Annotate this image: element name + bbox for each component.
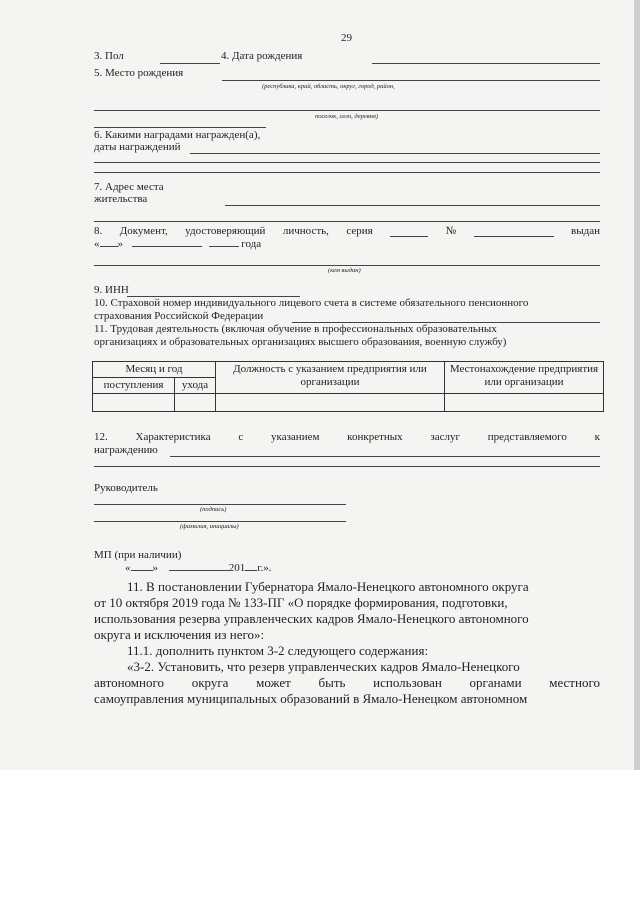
page-number: 29 [341, 32, 352, 44]
p32-word: использован [373, 675, 442, 690]
awards-label-2: даты награждений [94, 141, 181, 153]
characteristic-line-2[interactable] [94, 466, 600, 467]
sign-date-row [125, 562, 272, 574]
p32-word: автономного [94, 675, 164, 690]
date-year: 201 [228, 562, 246, 574]
address-line-2[interactable] [94, 221, 600, 222]
header-position: Должность с указанием предприятия или организации [215, 362, 444, 394]
year-line[interactable] [209, 246, 239, 247]
characteristic-word: Характеристика [135, 431, 211, 443]
month-line[interactable] [132, 246, 202, 247]
year-label: года [241, 238, 262, 250]
p32-word: органами [469, 675, 522, 690]
quote-open: « [94, 238, 100, 250]
quote-close: » [117, 238, 123, 250]
work-label-1: 11. Трудовая деятельность (включая обучение в профессиональных образовательных [94, 323, 497, 335]
awards-line-1[interactable] [190, 153, 600, 154]
birth-place-line-3[interactable] [94, 127, 266, 128]
characteristic-label-2: награждению [94, 444, 158, 456]
p11-line-4: округа и исключения из него»: [94, 627, 265, 642]
characteristic-word: к [594, 431, 600, 443]
awards-line-3[interactable] [94, 172, 600, 173]
issued-by-line[interactable] [94, 265, 600, 266]
characteristic-line-1[interactable] [170, 456, 600, 457]
p32-word: может [256, 675, 291, 690]
awards-line-2[interactable] [94, 162, 600, 163]
date-quote-open: « [125, 562, 131, 574]
head-label: Руководитель [94, 482, 158, 494]
awards-label-1: 6. Какими наградами награжден(а), [94, 129, 261, 141]
birth-place-line-2[interactable] [94, 110, 600, 111]
document-word: № [445, 225, 457, 237]
date-quote-close: » [152, 562, 158, 574]
cell-end[interactable] [175, 394, 216, 412]
document-word: выдан [571, 225, 600, 237]
inn-label: 9. ИНН [94, 284, 129, 296]
characteristic-word: с [238, 431, 244, 443]
p11-line-3: использования резерва управленческих кадров Ямало-Ненецкого автономного [94, 611, 529, 626]
birth-date-line[interactable] [372, 63, 600, 64]
document-word: Документ, [119, 225, 168, 237]
date-suffix: г.». [257, 562, 272, 574]
gender-label: 3. Пол [94, 50, 124, 62]
name-line[interactable] [94, 521, 346, 522]
characteristic-word: представляемого [487, 431, 567, 443]
series-line[interactable] [390, 225, 428, 237]
header-month-year: Месяц и год [93, 362, 216, 378]
characteristic-word: конкретных [347, 431, 403, 443]
p11-line-2: от 10 октября 2019 года № 133-ПГ «О порядке формирования, подготовки, [94, 595, 508, 610]
document-word: удостоверяющий [185, 225, 266, 237]
address-label-1: 7. Адрес места [94, 181, 164, 193]
document-date-row [94, 238, 261, 250]
p32-word: округа [191, 675, 229, 690]
name-hint: (фамилия, инициалы) [180, 523, 239, 530]
signature-line[interactable] [94, 504, 346, 505]
p32-line-2 [94, 675, 600, 691]
cell-start[interactable] [93, 394, 175, 412]
address-line-1[interactable] [225, 205, 600, 206]
birth-place-hint-2: поселок, село, деревня) [315, 113, 379, 120]
address-label-2: жительства [94, 193, 148, 205]
birth-place-line[interactable] [222, 80, 600, 81]
sign-month-line[interactable] [169, 570, 229, 571]
gender-line[interactable] [160, 63, 220, 64]
snils-label-2: страхования Российской Федерации [94, 310, 264, 322]
document-word: 8. [94, 225, 103, 237]
header-location: Местонахождение предприятия или организации [444, 362, 603, 394]
birth-place-hint-1: (республика, край, область, округ, город, район, [262, 83, 395, 90]
characteristic-row [94, 431, 600, 443]
work-label-2: организациях и образовательных организациях высшего образования, военную службу) [94, 336, 507, 348]
header-end: ухода [175, 378, 216, 394]
p32-line-3: самоуправления муниципальных образований в Ямало-Ненецком автономном [94, 691, 528, 706]
sign-year-line[interactable] [245, 570, 257, 571]
snils-label-1: 10. Страховой номер индивидуального лицевого счета в системе обязательного пенсионного [94, 297, 529, 309]
p111-line: 11.1. дополнить пунктом 3-2 следующего содержания: [127, 643, 429, 658]
characteristic-word: 12. [94, 431, 108, 443]
p32-word: местного [549, 675, 600, 690]
p11-line-1: 11. В постановлении Губернатора Ямало-Ненецкого автономного округа [127, 579, 529, 594]
issued-by-hint: (кем выдан) [328, 267, 361, 274]
document-word: серия [346, 225, 373, 237]
signature-hint: (подпись) [200, 506, 227, 513]
characteristic-word: указанием [271, 431, 320, 443]
p32-line-1: «3-2. Установить, что резерв управленческих кадров Ямало-Ненецкого [127, 659, 520, 674]
sign-day-line[interactable] [131, 570, 153, 571]
cell-location[interactable] [444, 394, 603, 412]
stamp-label: МП (при наличии) [94, 549, 182, 561]
work-history-table [92, 361, 604, 412]
header-start: поступления [93, 378, 175, 394]
p32-word: быть [318, 675, 346, 690]
doc-number-line[interactable] [474, 225, 554, 237]
birth-place-label: 5. Место рождения [94, 67, 184, 79]
characteristic-word: заслуг [430, 431, 461, 443]
birth-date-label: 4. Дата рождения [221, 50, 303, 62]
cell-position[interactable] [215, 394, 444, 412]
document-word: личность, [282, 225, 329, 237]
document-row [94, 225, 600, 237]
day-line[interactable] [100, 246, 118, 247]
